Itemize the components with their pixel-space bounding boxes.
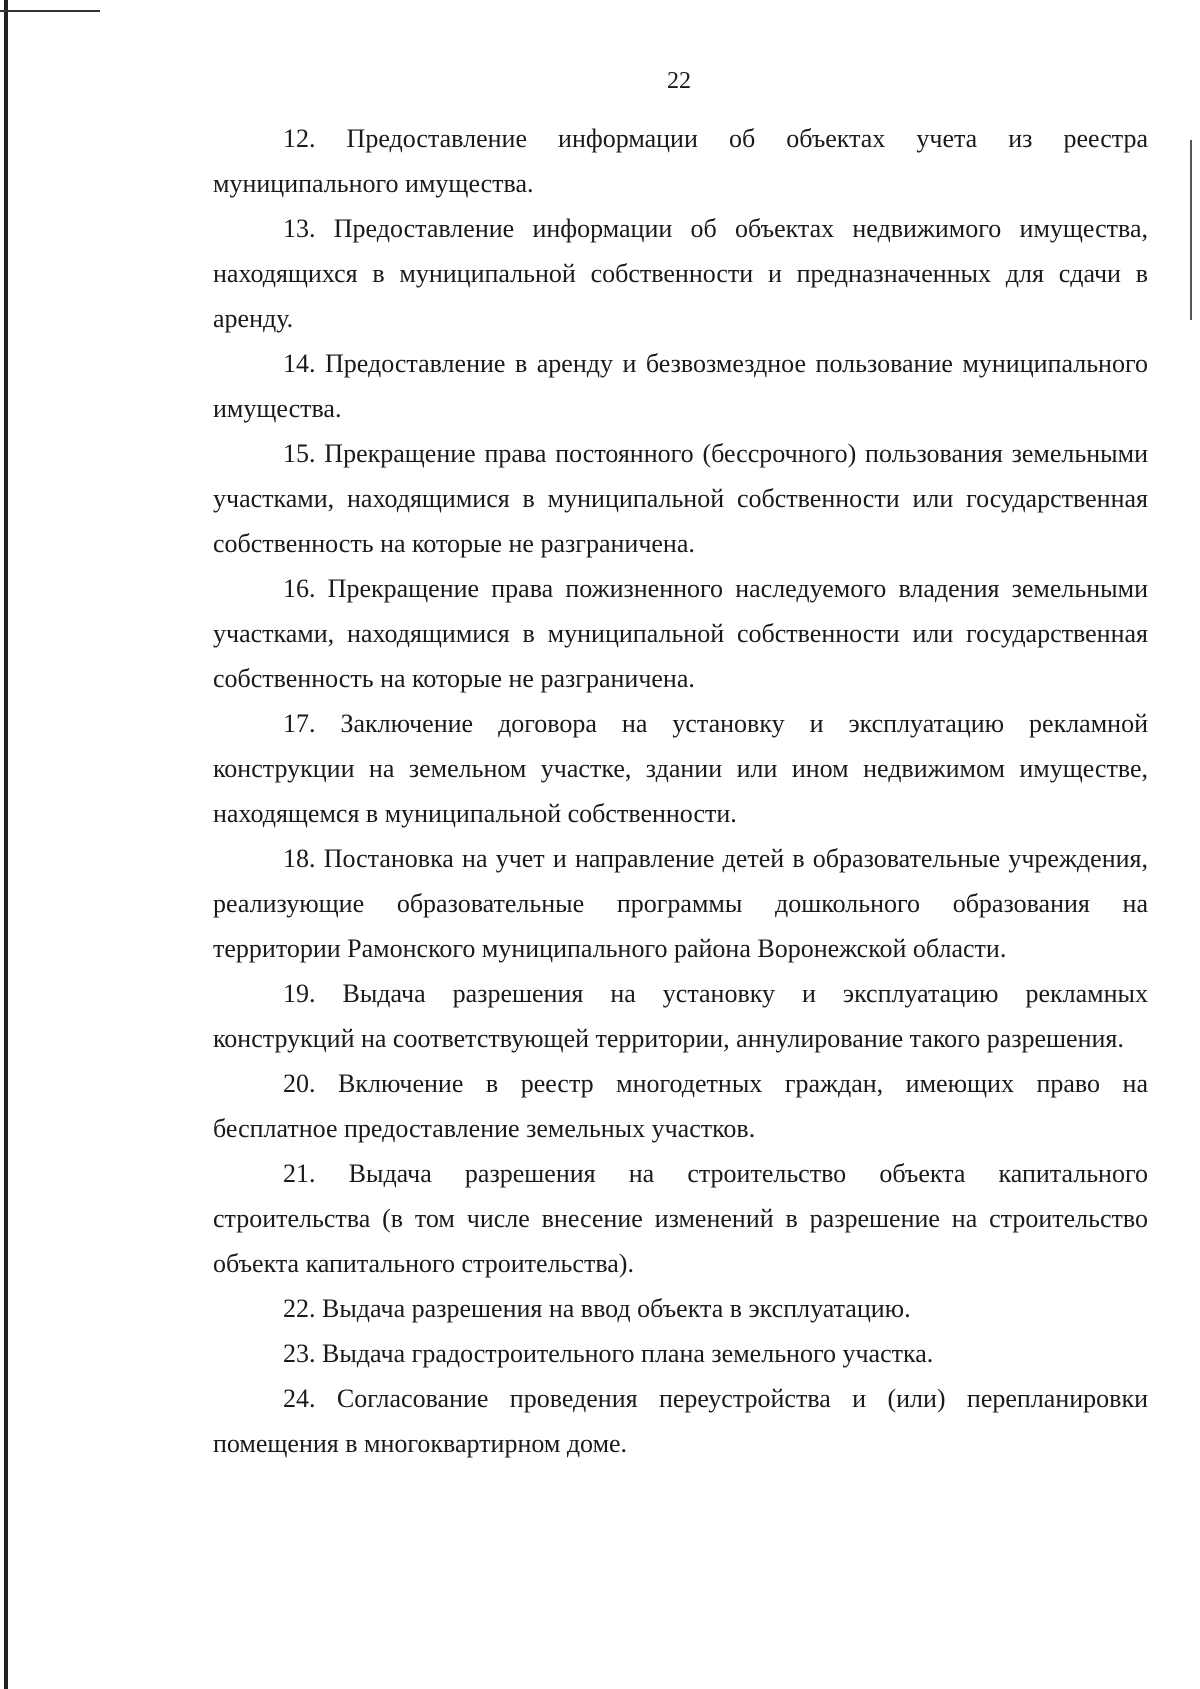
list-item: 12. Предоставление информации об объектах учета из реестра муниципального имущества.: [213, 124, 1148, 198]
document-body: [213, 116, 1148, 1466]
list-item: 22. Выдача разрешения на ввод объекта в эксплуатацию.: [283, 1294, 911, 1323]
list-item: 19. Выдача разрешения на установку и эксплуатацию рекламных конструкций на соответствующей территории, аннулирование такого разрешения.: [213, 979, 1148, 1053]
list-item: 23. Выдача градостроительного плана земельного участка.: [283, 1339, 934, 1368]
scan-edge-right: [1190, 140, 1192, 320]
page-number: 22: [667, 68, 691, 94]
list-item: 13. Предоставление информации об объектах недвижимого имущества, находящихся в муниципальной собственности и предназначенных для сдачи в аренду.: [213, 214, 1148, 333]
list-item: 16. Прекращение права пожизненного наследуемого владения земельными участками, находящимися в муниципальной собственности или государственная собственность на которые не разграничена.: [213, 574, 1148, 693]
scan-edge-left: [4, 0, 8, 1689]
scan-edge-top: [0, 10, 100, 12]
list-item: 15. Прекращение права постоянного (бессрочного) пользования земельными участками, находящимися в муниципальной собственности или государственная собственность на которые не разграничена.: [213, 439, 1148, 558]
list-item: 18. Постановка на учет и направление детей в образовательные учреждения, реализующие образовательные программы дошкольного образования на территории Рамонского муниципального района Воронежской области.: [213, 844, 1148, 963]
list-item: 24. Согласование проведения переустройства и (или) перепланировки помещения в многоквартирном доме.: [213, 1384, 1148, 1458]
list-item: 14. Предоставление в аренду и безвозмездное пользование муниципального имущества.: [213, 349, 1148, 423]
list-item: 17. Заключение договора на установку и эксплуатацию рекламной конструкции на земельном участке, здании или ином недвижимом имуществе, находящемся в муниципальной собственности.: [213, 709, 1148, 828]
list-item: 20. Включение в реестр многодетных граждан, имеющих право на бесплатное предоставление земельных участков.: [213, 1069, 1148, 1143]
list-item: 21. Выдача разрешения на строительство объекта капитального строительства (в том числе внесение изменений в разрешение на строительство объекта капитального строительства).: [213, 1159, 1148, 1278]
